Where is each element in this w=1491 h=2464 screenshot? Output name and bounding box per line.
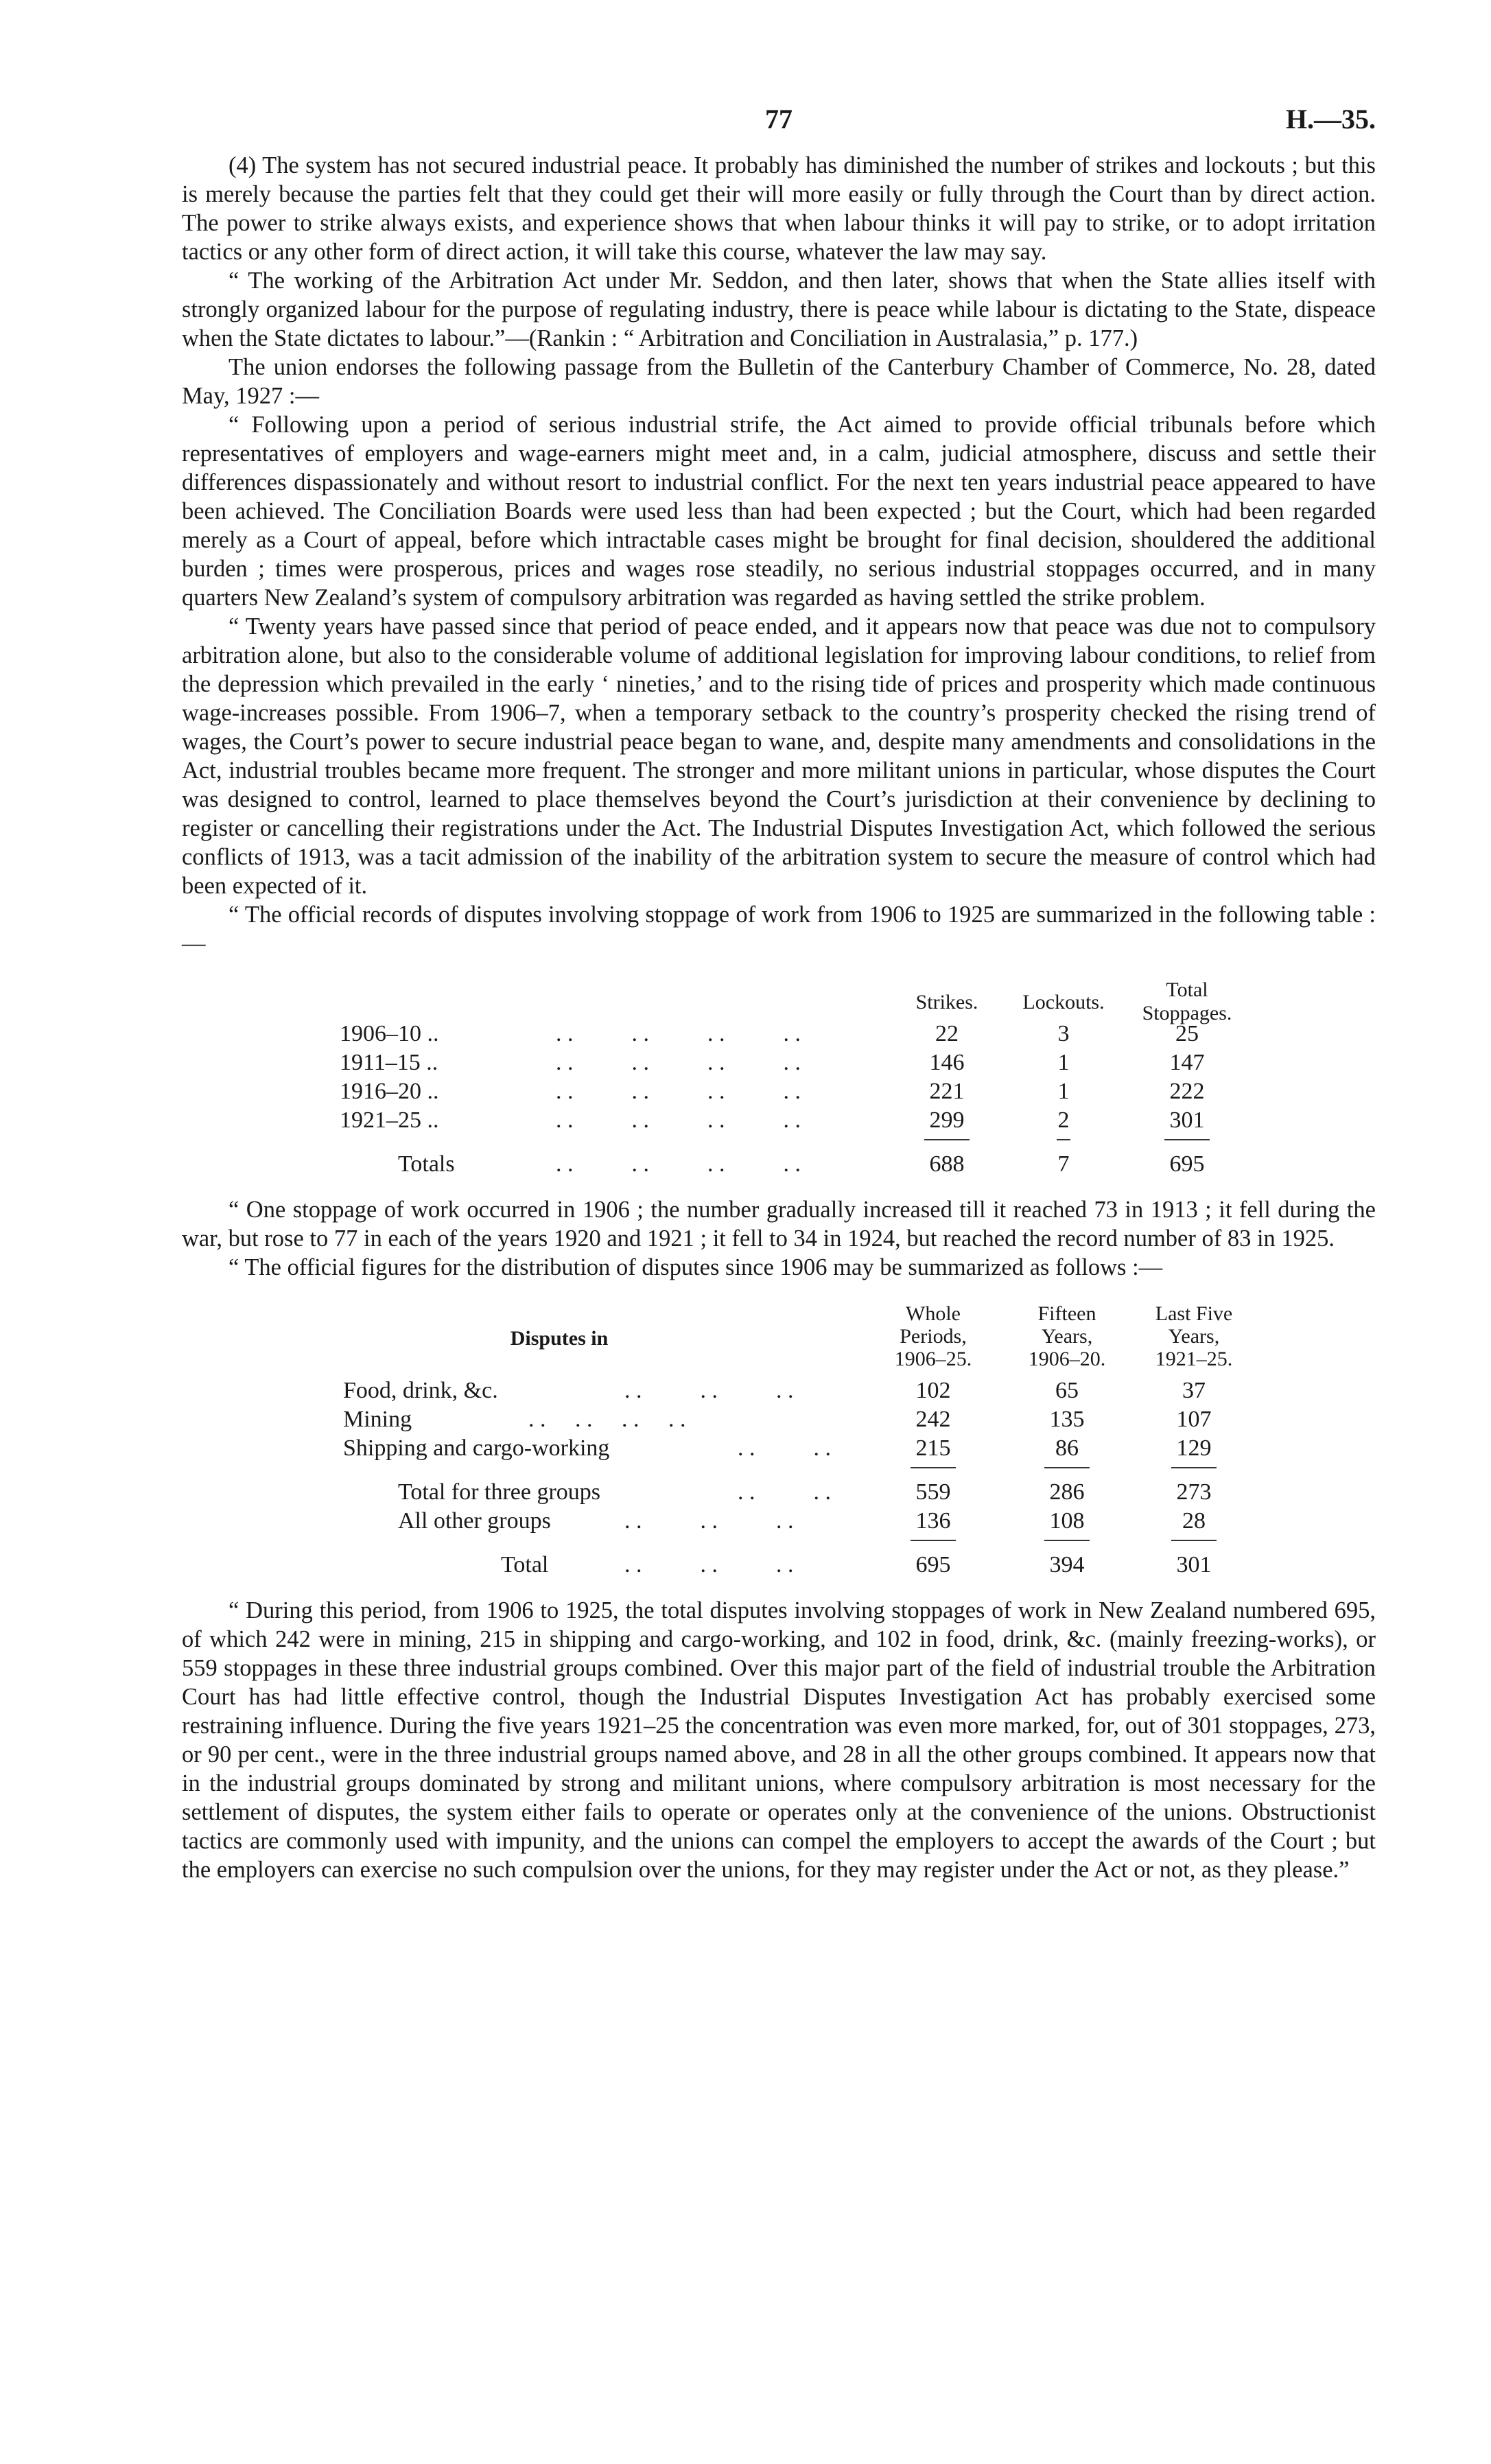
sum-rule (1171, 1467, 1217, 1468)
paragraph: “ The working of the Arbitration Act under Mr. Seddon, and then later, shows that when the State allies itself with strongly organized labour for the purpose of regulating industry, there is peace while labour is dictating to the State, dispeace when the State dictates to labour.”—(Rankin : “ Arbitration and Conciliation in Australasia,” p. 177.) (182, 268, 1376, 351)
subtotal-row (182, 1507, 1376, 1536)
paragraph: The union endorses the following passage from the Bulletin of the Canterbury Chamber of Commerce, No. 28, dated May, 1927 :— (182, 354, 1376, 409)
leader-dots: . . . . . . . . (556, 1151, 801, 1177)
sum-rule (1044, 1540, 1090, 1541)
cell-total: 147 (1169, 1050, 1205, 1075)
paragraph: “ Following upon a period of serious industrial strife, the Act aimed to provide official tribunals before which representatives of employers and wage-earners might meet and, in a calm, judicial atmosphere, discuss and settle their differences dispassionately and without resort to industrial conflict. For the next ten years industrial peace appeared to have been achieved. The Conciliation Boards were used less than had been expected ; but the Court, which had been regarded merely as a Court of appeal, before which intractable cases might be brought for final decision, shouldered the additional burden ; times were prosperous, prices and wages rose steadily, no serious industrial stoppages occurred, and in many quarters New Zealand’s system of compulsory arbitration was regarded as having settled the strike problem. (182, 412, 1376, 611)
cell-last: 107 (1176, 1407, 1212, 1432)
header-line: Last Five (1155, 1302, 1233, 1325)
table-row (182, 1077, 1376, 1106)
body-text-top (182, 151, 1376, 958)
paragraph: (4) The system has not secured industrial peace. It probably has diminished the number of strikes and lockouts ; but this is merely because the parties felt that they could get their will more easily or fully through the Court than by direct action. The power to strike always exists, and experience shows that when labour thinks it will pay to strike, or to adopt irritation tactics or any other form of direct action, it will take this course, whatever the law may say. (182, 152, 1376, 265)
column-header-disputes-in: Disputes in (510, 1327, 609, 1350)
column-header-total (1129, 978, 1245, 1025)
header-line: Years, (1168, 1325, 1220, 1348)
cell-total: 25 (1175, 1021, 1199, 1046)
cell-lockouts: 3 (1057, 1021, 1070, 1046)
leader-dots: . . . . . . . . (556, 1050, 801, 1075)
cell-total: 301 (1169, 1107, 1205, 1133)
row-period: 1906–10 .. (340, 1021, 439, 1046)
header-line: 1906–20. (1028, 1348, 1106, 1370)
cell-strikes: 688 (929, 1151, 965, 1177)
header-line: Whole (906, 1302, 961, 1325)
document-reference: H.—35. (1285, 104, 1376, 134)
leader-dots: . . . . . . . . (556, 1107, 801, 1133)
cell-last: 28 (1182, 1508, 1206, 1534)
leader-dots: . . . . . . . . (556, 1079, 801, 1104)
cell-total: 222 (1169, 1079, 1205, 1104)
total-row (182, 1551, 1376, 1584)
leader-dots: . . . . (738, 1435, 831, 1461)
cell-last: 301 (1176, 1552, 1212, 1577)
cell-lockouts: 1 (1057, 1079, 1070, 1104)
body-text-bottom (182, 1596, 1376, 1884)
paragraph: “ Twenty years have passed since that period of peace ended, and it appears now that peace was due not to compulsory arbitration alone, but also to the considerable volume of additional legislation for improving labour conditions, to relief from the depression which prevailed in the early ‘ nineties,’ and to the rising tide of prices and prosperity which made continuous wage-increases possible. From 1906–7, when a temporary setback to the country’s prosperity checked the rising trend of wages, the Court’s power to secure industrial peace began to wane, and, despite many amendments and consolidations in the Act, industrial troubles became more frequent. The stronger and more militant unions in particular, whose disputes the Court was designed to control, learned to place themselves beyond the Court’s jurisdiction at their convenience by declining to register or cancelling their registrations under the Act. The Industrial Disputes Investigation Act, which followed the serious conflicts of 1913, was a tacit admission of the inability of the arbitration system to secure the measure of control which had been expected of it. (182, 613, 1376, 899)
cell-fifteen: 394 (1049, 1552, 1085, 1577)
total-label: Total (501, 1552, 549, 1577)
table-row (182, 1048, 1376, 1077)
column-header-total-line2: Stoppages. (1142, 1002, 1232, 1024)
table-row (182, 1434, 1376, 1463)
sum-rule (911, 1467, 956, 1468)
header-line: 1906–25. (894, 1348, 972, 1370)
sum-rule-row (182, 1536, 1376, 1547)
cell-whole: 695 (915, 1552, 951, 1577)
cell-strikes: 22 (935, 1021, 959, 1046)
page-header (182, 103, 1376, 151)
row-period: 1911–15 .. (340, 1050, 438, 1075)
paragraph: “ During this period, from 1906 to 1925, the total disputes involving stoppages of work in New Zealand numbered 695, of which 242 were in mining, 215 in shipping and cargo-working, and 102 in food, drink, &c. (mainly freezing-works), or 559 stoppages in these three industrial groups combined. Over this major part of the field of industrial trouble the Arbitration Court has had little effective control, though the Industrial Disputes Investigation Act has probably exercised some restraining influence. During the five years 1921–25 the concentration was even more marked, for, out of 301 stoppages, 273, or 90 per cent., were in the three industrial groups named above, and 28 in all the other groups combined. It appears now that in the industrial groups dominated by strong and militant unions, where compulsory arbitration is most necessary for the settlement of disputes, the system either fails to operate or operates only at the convenience of the unions. Obstructionist tactics are commonly used with impunity, and the unions can compel the employers to accept the awards of the Court ; but the employers can exercise no such compulsion over the unions, for they may register under the Act or not, as they please.” (182, 1597, 1376, 1883)
page-number: 77 (765, 104, 793, 134)
document-page (182, 103, 1376, 1884)
cell-whole: 242 (915, 1407, 951, 1432)
header-line: Periods, (900, 1325, 967, 1348)
leader-dots: . . . . . . (624, 1508, 794, 1534)
body-text-middle (182, 1195, 1376, 1282)
header-line: Years, (1041, 1325, 1093, 1348)
cell-last: 37 (1182, 1378, 1206, 1403)
column-header-fifteen-years (1005, 1302, 1129, 1370)
totals-row (182, 1150, 1376, 1183)
cell-lockouts: 7 (1057, 1151, 1070, 1177)
cell-fifteen: 135 (1049, 1407, 1085, 1432)
table-row (182, 1020, 1376, 1048)
cell-lockouts: 1 (1057, 1050, 1070, 1075)
table-header (182, 969, 1376, 1024)
cell-last: 129 (1176, 1435, 1212, 1461)
cell-fifteen: 108 (1049, 1508, 1085, 1534)
sum-rule (1044, 1467, 1090, 1468)
row-label: All other groups (398, 1508, 551, 1534)
cell-last: 273 (1176, 1479, 1212, 1505)
table-row (182, 1106, 1376, 1135)
table-header (182, 1302, 1376, 1376)
cell-whole: 136 (915, 1508, 951, 1534)
cell-fifteen: 286 (1049, 1479, 1085, 1505)
row-label: Shipping and cargo-working (343, 1435, 610, 1461)
stoppages-table (182, 969, 1376, 1183)
leader-dots: . . . . . . (624, 1552, 794, 1577)
table-row (182, 1376, 1376, 1405)
header-line: 1921–25. (1155, 1348, 1233, 1370)
column-header-last-five-years (1129, 1302, 1259, 1370)
cell-total: 695 (1169, 1151, 1205, 1177)
paragraph: “ The official records of disputes involving stoppage of work from 1906 to 1925 are summarized in the following table :— (182, 902, 1376, 957)
cell-strikes: 299 (929, 1107, 965, 1133)
row-period: 1921–25 .. (340, 1107, 439, 1133)
sum-rule-row (182, 1463, 1376, 1474)
row-label: Food, drink, &c. (343, 1378, 498, 1403)
row-label: Total for three groups (398, 1479, 601, 1505)
sum-rule (1057, 1139, 1070, 1140)
column-header-total-line1: Total (1166, 978, 1208, 1001)
sum-rule (1164, 1139, 1210, 1140)
cell-strikes: 146 (929, 1050, 965, 1075)
cell-whole: 215 (915, 1435, 951, 1461)
paragraph: “ The official figures for the distribution of disputes since 1906 may be summarized as follows :— (228, 1254, 1163, 1280)
leader-dots: . . . . . . . . (528, 1407, 686, 1432)
leader-dots: . . . . . . (624, 1378, 794, 1403)
totals-label: Totals (398, 1151, 455, 1177)
sum-rule-row (182, 1135, 1376, 1146)
column-header-whole-periods (868, 1302, 998, 1370)
column-header-strikes: Strikes. (915, 991, 978, 1013)
leader-dots: . . . . (738, 1479, 831, 1505)
subtotal-row (182, 1478, 1376, 1507)
row-period: 1916–20 .. (340, 1079, 439, 1104)
cell-fifteen: 65 (1055, 1378, 1079, 1403)
table-row (182, 1405, 1376, 1434)
cell-lockouts: 2 (1057, 1107, 1070, 1133)
sum-rule (924, 1139, 970, 1140)
row-label: Mining (343, 1407, 412, 1432)
column-header-lockouts: Lockouts. (1022, 991, 1105, 1013)
cell-fifteen: 86 (1055, 1435, 1079, 1461)
leader-dots: . . . . . . . . (556, 1021, 801, 1046)
cell-whole: 559 (915, 1479, 951, 1505)
distribution-table (182, 1302, 1376, 1584)
cell-whole: 102 (915, 1378, 951, 1403)
header-line: Fifteen (1037, 1302, 1096, 1325)
paragraph: “ One stoppage of work occurred in 1906 ; the number gradually increased till it reached 73 in 1913 ; it fell during the war, but rose to 77 in each of the years 1920 and 1921 ; it fell to 34 in 1924, but reached the record number of 83 in 1925. (182, 1197, 1376, 1252)
sum-rule (1171, 1540, 1217, 1541)
cell-strikes: 221 (929, 1079, 965, 1104)
sum-rule (911, 1540, 956, 1541)
